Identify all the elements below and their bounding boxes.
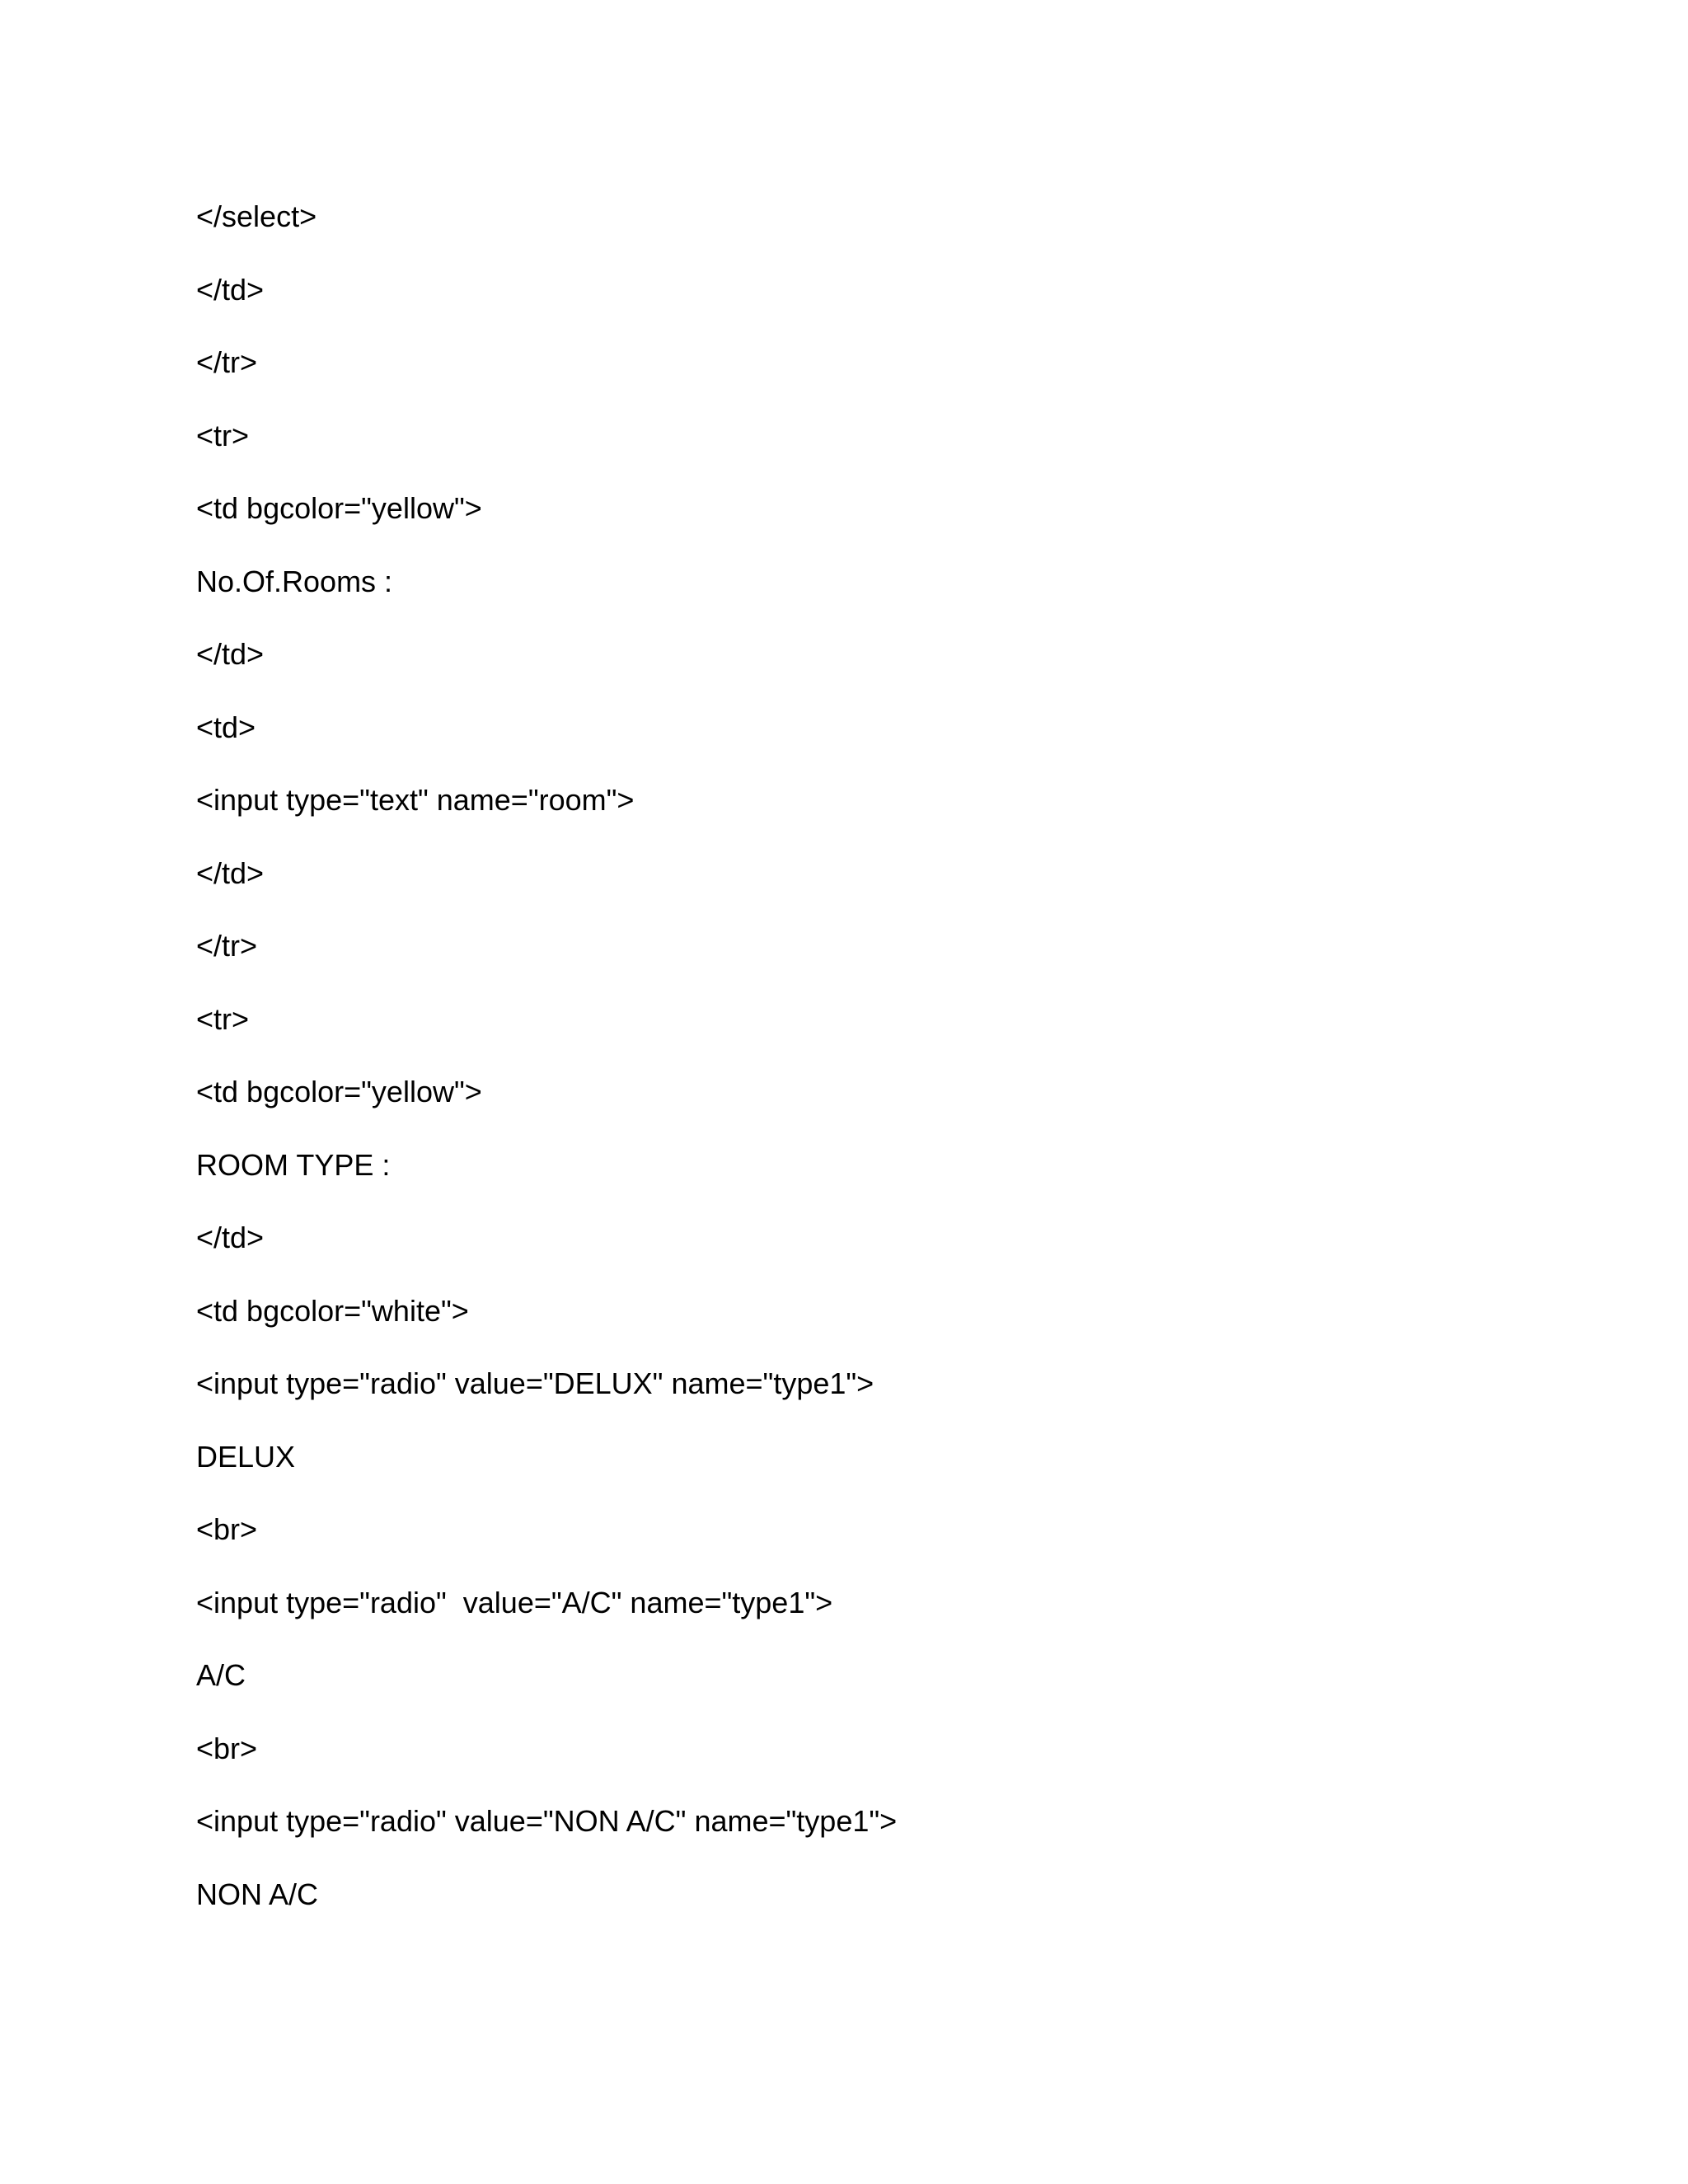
code-line: </tr>	[196, 345, 258, 379]
code-line: </td>	[196, 1221, 265, 1254]
code-line: </td>	[196, 855, 265, 890]
code-line: <tr>	[196, 418, 250, 452]
code-line: NON A/C	[196, 1877, 319, 1911]
code-line: <td>	[196, 710, 256, 744]
code-line: </td>	[196, 637, 265, 671]
code-line: </tr>	[196, 929, 258, 963]
code-listing	[196, 188, 1597, 1938]
code-line: A/C	[196, 1658, 246, 1692]
code-line: <td bgcolor="white">	[196, 1293, 469, 1328]
code-line: No.Of.Rooms :	[196, 564, 393, 598]
code-line: <input type="radio" value="NON A/C" name="type1">	[196, 1804, 898, 1838]
code-line: <input type="radio" value="A/C" name="type1">	[196, 1585, 833, 1619]
code-line: <input type="text" name="room">	[196, 783, 635, 817]
code-line: </td>	[196, 272, 265, 307]
code-line: <td bgcolor="yellow">	[196, 1075, 482, 1108]
code-line: </select>	[196, 199, 317, 233]
code-line: <br>	[196, 1731, 258, 1765]
code-line: <tr>	[196, 1001, 250, 1036]
code-line: <input type="radio" value="DELUX" name="type1">	[196, 1366, 874, 1400]
code-line: <td bgcolor="yellow">	[196, 491, 482, 525]
code-line: ROOM TYPE :	[196, 1147, 391, 1182]
code-line: DELUX	[196, 1439, 296, 1474]
code-line: <br>	[196, 1512, 258, 1546]
